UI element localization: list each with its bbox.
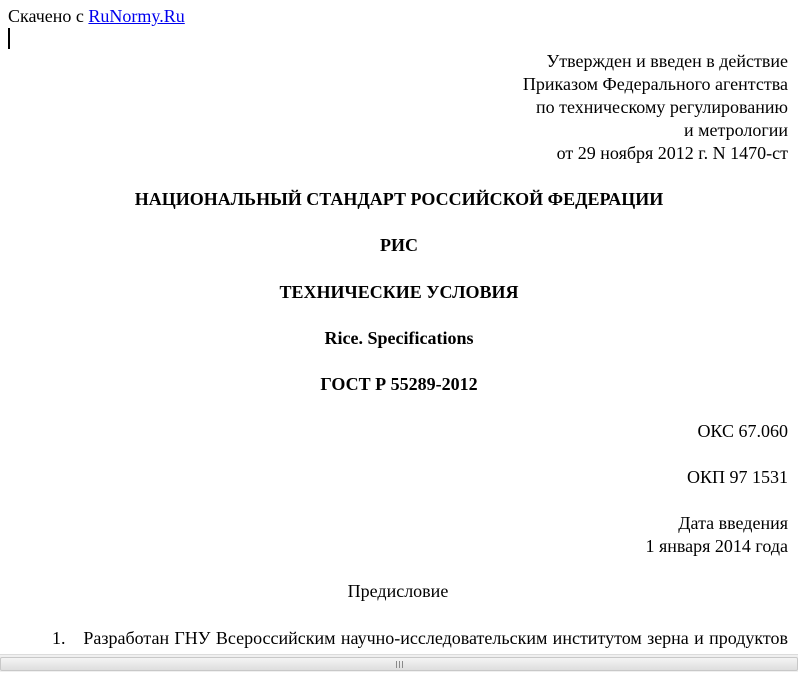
approval-block xyxy=(523,50,788,165)
approval-line: Приказом Федерального агентства xyxy=(522,74,788,94)
horizontal-scrollbar[interactable] xyxy=(0,654,798,672)
conditions-title: ТЕХНИЧЕСКИЕ УСЛОВИЯ xyxy=(279,282,519,302)
approval-line: по техническому регулированию xyxy=(535,97,788,117)
preface-item-number: 1. xyxy=(52,628,66,648)
oks-code: ОКС 67.060 xyxy=(697,421,788,441)
intro-date-label: Дата введения xyxy=(678,513,788,533)
preface-heading: Предисловие xyxy=(347,581,449,601)
preface-item-text: Разработан ГНУ Всероссийским научно-исследовательским институтом зерна и продуктов xyxy=(83,628,789,648)
source-prefix: Скачено с xyxy=(8,6,84,26)
source-line xyxy=(8,4,185,28)
approval-line: и метрологии xyxy=(684,120,788,140)
national-standard-title: НАЦИОНАЛЬНЫЙ СТАНДАРТ РОССИЙСКОЙ ФЕДЕРАЦИИ xyxy=(134,189,664,209)
text-cursor xyxy=(8,28,10,49)
product-title: РИС xyxy=(380,235,418,255)
approval-line: Утвержден и введен в действие xyxy=(546,51,788,71)
runormy-link[interactable]: RuNormy.Ru xyxy=(88,6,185,26)
grip-icon xyxy=(395,661,405,668)
intro-date-value: 1 января 2014 года xyxy=(645,536,788,556)
okp-code: ОКП 97 1531 xyxy=(686,467,788,487)
english-title: Rice. Specifications xyxy=(324,328,474,348)
gost-number: ГОСТ Р 55289-2012 xyxy=(320,374,478,394)
scrollbar-thumb[interactable] xyxy=(0,657,798,671)
approval-line: от 29 ноября 2012 г. N 1470-ст xyxy=(556,143,788,163)
